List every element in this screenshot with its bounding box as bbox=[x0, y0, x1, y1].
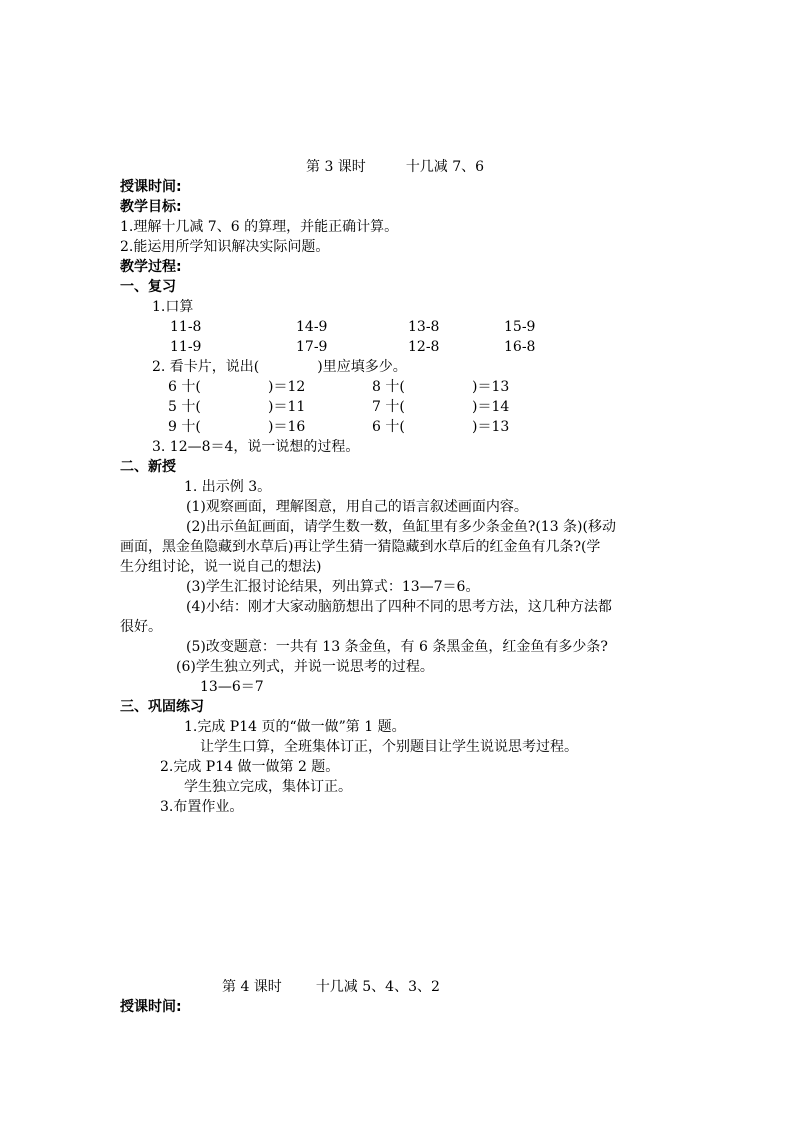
oral-row-2-a: 11-9 bbox=[170, 339, 202, 355]
new-step-4-line-2: 很好。 bbox=[120, 619, 162, 635]
lesson3-title bbox=[306, 157, 484, 177]
card-row-3-left-open: 9 十( bbox=[168, 419, 201, 435]
practice-item-2: 2.完成 P14 做一做第 2 题。 bbox=[160, 759, 340, 775]
lesson3-goal-2: 2.能运用所学知识解决实际问题。 bbox=[120, 239, 330, 255]
new-step-2-line-3: 生分组讨论，说一说自己的想法) bbox=[120, 559, 322, 575]
lesson3-goal-1: 1.理解十几减 7、6 的算理，并能正确计算。 bbox=[120, 219, 399, 235]
review-item-3: 3. 12—8＝4，说一说想的过程。 bbox=[152, 439, 360, 455]
card-row-2-right-open: 7 十( bbox=[372, 399, 405, 415]
practice-item-1-detail: 让学生口算，全班集体订正，个别题目让学生说说思考过程。 bbox=[200, 739, 578, 755]
new-equation: 13—6＝7 bbox=[200, 679, 264, 695]
section-review-heading: 一、复习 bbox=[120, 279, 176, 295]
card-row-2-left-open: 5 十( bbox=[168, 399, 201, 415]
oral-row-1-c: 13-8 bbox=[408, 319, 440, 335]
card-row-3-right-close: )＝13 bbox=[472, 419, 510, 435]
new-step-5: (5)改变题意：一共有 13 条金鱼，有 6 条黑金鱼，红金鱼有多少条? bbox=[186, 639, 608, 655]
lesson4-title-topic: 十几减 5、4、3、2 bbox=[315, 979, 440, 995]
card-row-1-left-close: )＝12 bbox=[268, 379, 306, 395]
new-step-2-line-2: 画面，黑金鱼隐藏到水草后)再让学生猜一猜隐藏到水草后的红金鱼有几条?(学 bbox=[120, 539, 601, 555]
lesson3-time-label: 授课时间: bbox=[120, 179, 182, 195]
card-row-3-right-open: 6 十( bbox=[372, 419, 405, 435]
new-step-6: (6)学生独立列式，并说一说思考的过程。 bbox=[176, 659, 434, 675]
card-row-1-left-open: 6 十( bbox=[168, 379, 201, 395]
lesson4-title bbox=[222, 977, 440, 997]
practice-item-3: 3.布置作业。 bbox=[160, 799, 244, 815]
lesson3-process-label: 教学过程: bbox=[120, 259, 182, 275]
lesson3-title-topic: 十几减 7、6 bbox=[405, 159, 485, 175]
oral-row-2-b: 17-9 bbox=[296, 339, 328, 355]
lesson4-time-label: 授课时间: bbox=[120, 999, 182, 1015]
new-step-3: (3)学生汇报讨论结果，列出算式：13—7＝6。 bbox=[186, 579, 480, 595]
new-item-1: 1. 出示例 3。 bbox=[184, 479, 272, 495]
card-row-2-right-close: )＝14 bbox=[472, 399, 510, 415]
lesson3-title-number: 第 3 课时 bbox=[306, 159, 366, 175]
oral-row-1-b: 14-9 bbox=[296, 319, 328, 335]
card-row-2-left-close: )＝11 bbox=[268, 399, 306, 415]
new-step-2-line-1: (2)出示鱼缸画面，请学生数一数，鱼缸里有多少条金鱼?(13 条)(移动 bbox=[186, 519, 616, 535]
section-practice-heading: 三、巩固练习 bbox=[120, 699, 204, 715]
oral-row-2-d: 16-8 bbox=[504, 339, 536, 355]
oral-calc-label: 1.口算 bbox=[152, 299, 194, 315]
new-step-1: (1)观察画面，理解图意，用自己的语言叙述画面内容。 bbox=[186, 499, 528, 515]
oral-row-1-d: 15-9 bbox=[504, 319, 536, 335]
card-row-1-right-open: 8 十( bbox=[372, 379, 405, 395]
card-row-1-right-close: )＝13 bbox=[472, 379, 510, 395]
cards-prompt-end: )里应填多少。 bbox=[317, 359, 407, 375]
cards-prompt-start: 2. 看卡片，说出( bbox=[152, 359, 260, 375]
section-new-heading: 二、新授 bbox=[120, 459, 176, 475]
oral-row-2-c: 12-8 bbox=[408, 339, 440, 355]
practice-item-2-detail: 学生独立完成，集体订正。 bbox=[184, 779, 352, 795]
lesson4-title-number: 第 4 课时 bbox=[222, 979, 282, 995]
practice-item-1: 1.完成 P14 页的“做一做”第 1 题。 bbox=[184, 719, 406, 735]
lesson3-goal-label: 教学目标: bbox=[120, 199, 182, 215]
oral-row-1-a: 11-8 bbox=[170, 319, 202, 335]
cards-prompt bbox=[152, 357, 407, 377]
new-step-4-line-1: (4)小结：刚才大家动脑筋想出了四种不同的思考方法，这几种方法都 bbox=[186, 599, 612, 615]
card-row-3-left-close: )＝16 bbox=[268, 419, 306, 435]
